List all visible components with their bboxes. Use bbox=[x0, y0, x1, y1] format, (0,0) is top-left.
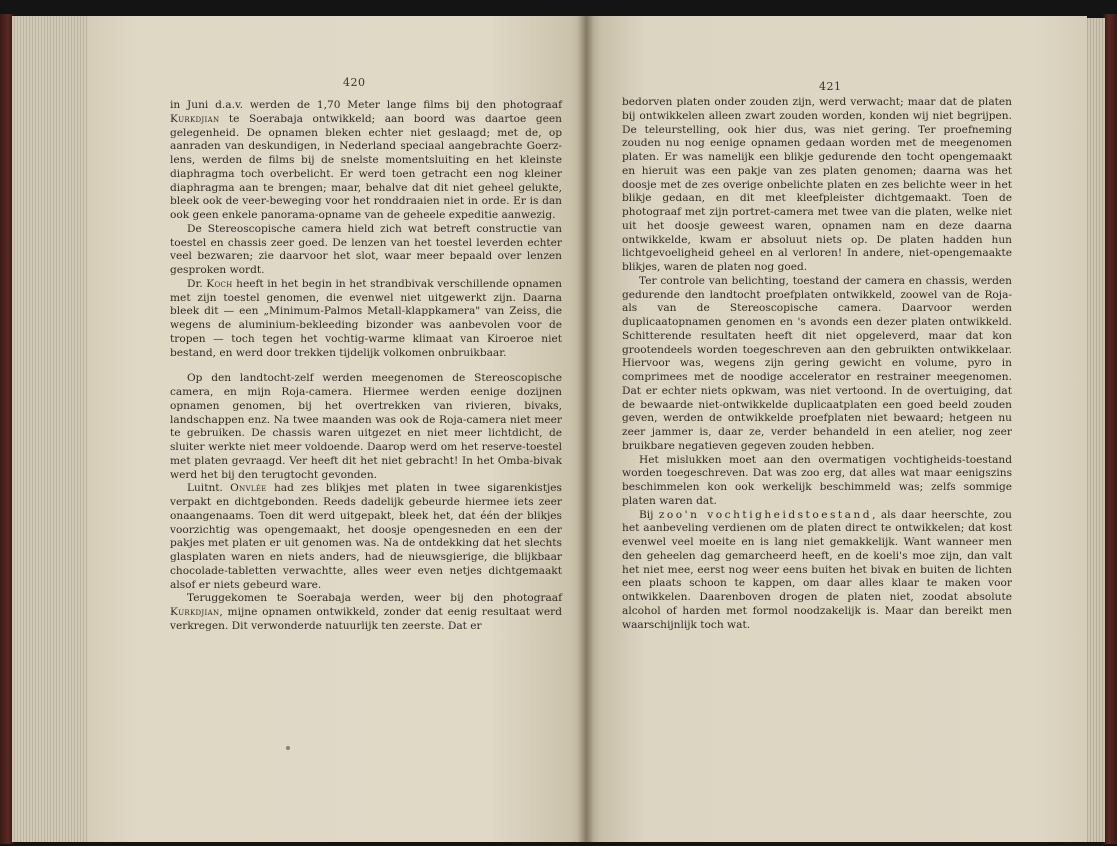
page-speck bbox=[286, 746, 290, 750]
paragraph bbox=[170, 482, 562, 592]
paragraph bbox=[170, 278, 562, 361]
page-stack-right bbox=[1085, 18, 1105, 842]
text-run: , mijne opnamen ontwikkeld, zonder dat eenig resultaat werd verkregen. Dit verwonderde natuurlijk ten zeerste. Dat er bbox=[170, 606, 562, 632]
book-cover-right-edge bbox=[1103, 14, 1117, 844]
page-number-right: 421 bbox=[819, 80, 842, 93]
paragraph bbox=[622, 275, 1012, 454]
text-run: had zes blikjes met platen in twee sigarenkistjes verpakt en dichtgebonden. Reeds dadelijk gebeurde hiermee iets zeer onaangenaams. Toen dit werd uitgepakt, bleek het, dat één der blikjes voorzichtig was opengemaakt, het doosje opengesneden en een der pakjes met platen er uit genomen was. Na de ontdekking dat het slechts glasplaten waren en niets anders, had de nieuwsgierige, die blijkbaar chocolade-tabletten verwachtte, alles weer even netjes dichtgemaakt alsof er niets gebeurd ware. bbox=[170, 482, 562, 591]
text-run: Luitnt. bbox=[186, 482, 231, 495]
paragraph bbox=[622, 509, 1012, 633]
right-page bbox=[586, 16, 1087, 842]
paragraph bbox=[170, 592, 562, 633]
small-caps-name: Onvlée bbox=[230, 482, 267, 495]
page-stack-left bbox=[12, 16, 92, 842]
small-caps-name: Kurkdjian bbox=[170, 606, 220, 618]
text-run: Het mislukken moet aan den overmatigen vochtigheids-toestand worden toegeschreven. Dat was zoo erg, dat alles wat maar eenigszins beschimmelen kon ook werkelijk beschimmeld was; zelfs sommige platen waren dat. bbox=[622, 453, 1012, 507]
book-gutter bbox=[578, 16, 594, 842]
text-run: in Juni d.a.v. werden de 1,70 Meter lange films bij den photograaf bbox=[170, 99, 562, 111]
text-run: De Stereoscopische camera hield zich wat betreft constructie van toestel en chassis zeer goed. De lenzen van het toestel leverden echter veel bezwaren; zie daarvoor het slot, waar meer bepaald over lenzen gesproken wordt. bbox=[170, 222, 562, 276]
text-run: Ter controle van belichting, toestand der camera en chassis, werden gedurende den landtocht proefplaten ontwikkeld, zoowel van de Roja- als van de Stereoscopische camera. Daarvoor werden duplicaatopnamen genomen en 's avonds een dezer platen ontwikkeld. Schitterende resultaten heeft dit niet opgeleverd, maar dat kon grootendeels worden toegeschreven aan den gebruikten ontwikkelaar. Hiervoor was, wegens zijn gering gewicht en volume, pyro in comprimees met de noodige accelerator en restrainer meegenomen. Dat er echter niets opkwam, was niet vertoond. In de overtuiging, dat de bewaarde niet-ontwikkelde duplicaatplaten een goed beeld zouden geven, werden de ontwikkelde proefplaten niet bewaard; hetgeen nu zeer jammer is, daar ze, verder behandeld in een atelier, nog zeer bruikbare negatieven gegeven zouden hebben. bbox=[622, 274, 1012, 452]
paragraph bbox=[622, 454, 1012, 509]
text-run: Teruggekomen te Soerabaja werden, weer bij den photograaf bbox=[186, 592, 562, 605]
right-page-text bbox=[622, 96, 1012, 632]
text-run: Op den landtocht-zelf werden meegenomen de Stereoscopische camera, en mijn Roja-camera. Hiermee werden eenige dozijnen opnamen genomen, bij het overtrekken van rivieren, bivaks, landschappen enz. Na twee maanden was ook de Roja-camera niet meer te gebruiken. De chassis waren uitgezet en niet meer lichtdicht, de sluiter werkte niet meer voldoende. Daarop werd om het reserve-toestel met platen gevraagd. Ver heeft dit het niet gebracht! In het Omba-bivak werd het bij den terugtocht gevonden. bbox=[170, 372, 562, 481]
text-run: Dr. bbox=[186, 277, 207, 290]
paragraph bbox=[622, 96, 1012, 275]
small-caps-name: Kurkdjian bbox=[170, 112, 220, 125]
text-run: bedorven platen onder zouden zijn, werd verwacht; maar dat de platen bij ontwikkelen alleen zwart zouden worden, konden wij niet begrijpen. De teleurstelling, ook hier dus, was niet gering. Ter proefneming zouden nu nog eenige opnamen gedaan worden met de meegenomen platen. Er was namelijk een blikje gedurende den tocht opengemaakt en hieruit was een pakje van zes platen genomen; daarna was het doosje met de zes overige onbelichte platen en zes belichte weer in het blikje gedaan, en dit met kleefpleister dichtgemaakt. Toen de photograaf met zijn portret-camera met twee van die platen, welke niet uit het doosje geweest waren, opnamen nam en deze daarna ontwikkelde, kwam er absoluut niets op. De platen hadden hun lichtgevoeligheid geheel en al verloren! In andere, niet-opengemaakte blikjes, waren de platen nog goed. bbox=[622, 96, 1012, 273]
paragraph bbox=[170, 372, 562, 482]
page-number-left: 420 bbox=[343, 76, 366, 89]
left-page-text bbox=[170, 99, 562, 634]
paragraph bbox=[170, 99, 562, 223]
paragraph bbox=[170, 223, 562, 278]
spaced-emphasis: zoo'n vochtigheidstoestand bbox=[658, 508, 873, 521]
text-run: , als daar heerschte, zou het aanbeveling verdienen om de platen direct te ontwikkelen; dat kost evenwel veel moeite en is lang niet gemakkelijk. Want wanneer men den geheelen dag gemarcheerd heeft, en de koeli's moe zijn, dan valt het niet mee, eerst nog weer eens buiten het bivak en buiten de lichten een plaats schoon te kappen, om daar alles klaar te maken voor ontwikkelen. Daarenboven drogen de platen niet, zoodat absolute alcohol of harden met formol noodzakelijk is. Maar dan bereikt men waarschijnlijk toch wat. bbox=[622, 508, 1013, 631]
text-run: heeft in het begin in het strandbivak verschillende opnamen met zijn toestel genomen, die evenwel niet uitgewerkt zijn. Daarna bleek dit — een „Minimum-Palmos Metall-klappkamera" van Zeiss, die wegens de aluminium-bekleeding bizonder was aanbevolen voor de tropen — toch tegen het vochtig-warme klimaat van Kiroeroe niet bestand, en werd door trekken tijdelijk volkomen onbruikbaar. bbox=[170, 277, 562, 359]
text-run: te Soerabaja ontwikkeld; aan boord was daartoe geen gelegenheid. De opnamen bleken echter niet geslaagd; met de, op aanraden van deskundigen, in Nederland speciaal aangebrachte Goerz-lens, werden de films bij de snelste momentsluiting en het kleinste diaphragma toch overbelicht. Er werd toen getracht een nog kleiner diaphragma aan te brengen; maar, behalve dat dit niet geheel gelukte, bleek ook de veer-beweging voor het ronddraaien niet in orde. Er is dan ook geen enkele panorama-opname van de geheele expeditie aanwezig. bbox=[170, 112, 562, 221]
text-run: Bij bbox=[638, 508, 659, 521]
small-caps-name: Koch bbox=[206, 277, 233, 290]
left-page bbox=[88, 16, 586, 842]
